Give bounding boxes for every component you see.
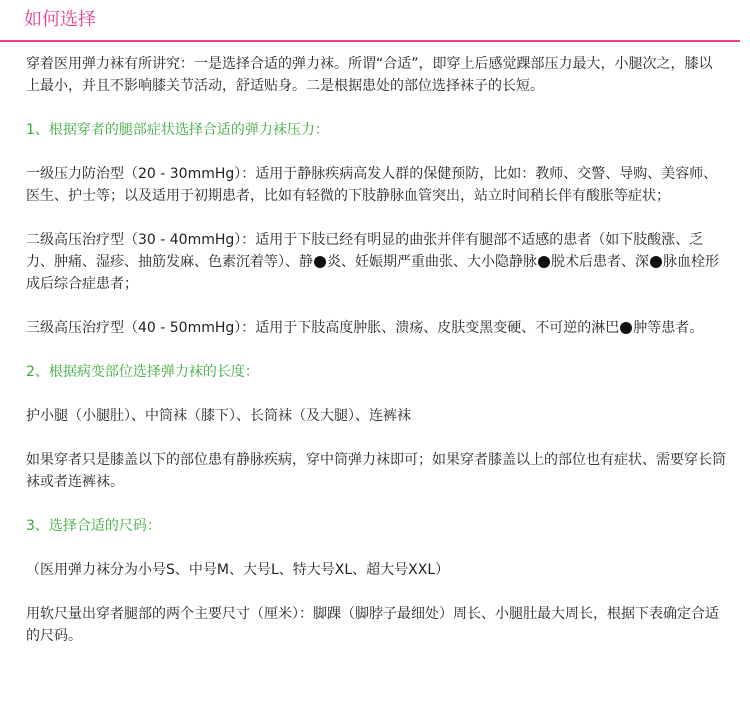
section-heading-length: 2、根据病变部位选择弹力袜的长度： xyxy=(26,364,259,380)
level2-text-b: 炎、妊娠期严重曲张、大小隐静脉 xyxy=(327,254,537,270)
ink-blot-icon xyxy=(314,256,326,268)
level3-text-b: 肿等患者。 xyxy=(633,320,704,336)
pressure-level-1: 一级压力防治型（20 - 30mmHg）：适用于静脉疾病高发人群的保健预防，比如：教师、交警、导购、美容师、医生、护士等；以及适用于初期患者，比如有轻微的下肢静脉血管突出，站立时间稍长伴有酸胀等症状； xyxy=(26,166,718,204)
title-bar xyxy=(0,0,740,42)
length-options: 护小腿（小腿肚）、中筒袜（膝下）、长筒袜（及大腿）、连裤袜 xyxy=(26,408,411,424)
section-heading-size: 3、选择合适的尺码： xyxy=(26,518,161,534)
length-advice: 如果穿者只是膝盖以下的部位患有静脉疾病，穿中筒弹力袜即可；如果穿者膝盖以上的部位也有症状、需要穿长筒袜或者连裤袜。 xyxy=(26,452,726,490)
pressure-level-2 xyxy=(26,229,726,295)
level2-text-a: 二级高压治疗型（30 - 40mmHg）：适用于下肢已经有明显的曲张并伴有腿部不适感的患者（如下肢酸涨、乏力、肿痛、湿疹、抽筋发麻、色素沉着等）、静 xyxy=(26,232,704,270)
level2-text-c: 脱术后患者、深 xyxy=(551,254,649,270)
section-heading-pressure: 1、根据穿者的腿部症状选择合适的弹力袜压力： xyxy=(26,122,329,138)
level3-text-a: 三级高压治疗型（40 - 50mmHg）：适用于下肢高度肿胀、溃疡、皮肤变黑变硬、不可逆的淋巴 xyxy=(26,320,620,336)
pressure-level-3 xyxy=(26,317,726,339)
ink-blot-icon xyxy=(620,322,632,334)
ink-blot-icon xyxy=(538,256,550,268)
size-list: （医用弹力袜分为小号S、中号M、大号L、特大号XL、超大号XXL） xyxy=(26,562,450,578)
measure-instructions: 用软尺量出穿者腿部的两个主要尺寸（厘米）：脚踝（脚脖子最细处）周长、小腿肚最大周长，根据下表确定合适的尺码。 xyxy=(26,606,719,644)
page-title: 如何选择 xyxy=(24,9,96,30)
article-body xyxy=(26,53,726,669)
ink-blot-icon xyxy=(650,256,662,268)
level2-text-d: 脉血栓形成后综合症患者； xyxy=(26,254,719,292)
intro-paragraph: 穿着医用弹力袜有所讲究：一是选择合适的弹力袜。所谓“合适”，即穿上后感觉踝部压力最大，小腿次之，膝以上最小，并且不影响膝关节活动，舒适贴身。二是根据患处的部位选择袜子的长短。 xyxy=(26,56,713,94)
